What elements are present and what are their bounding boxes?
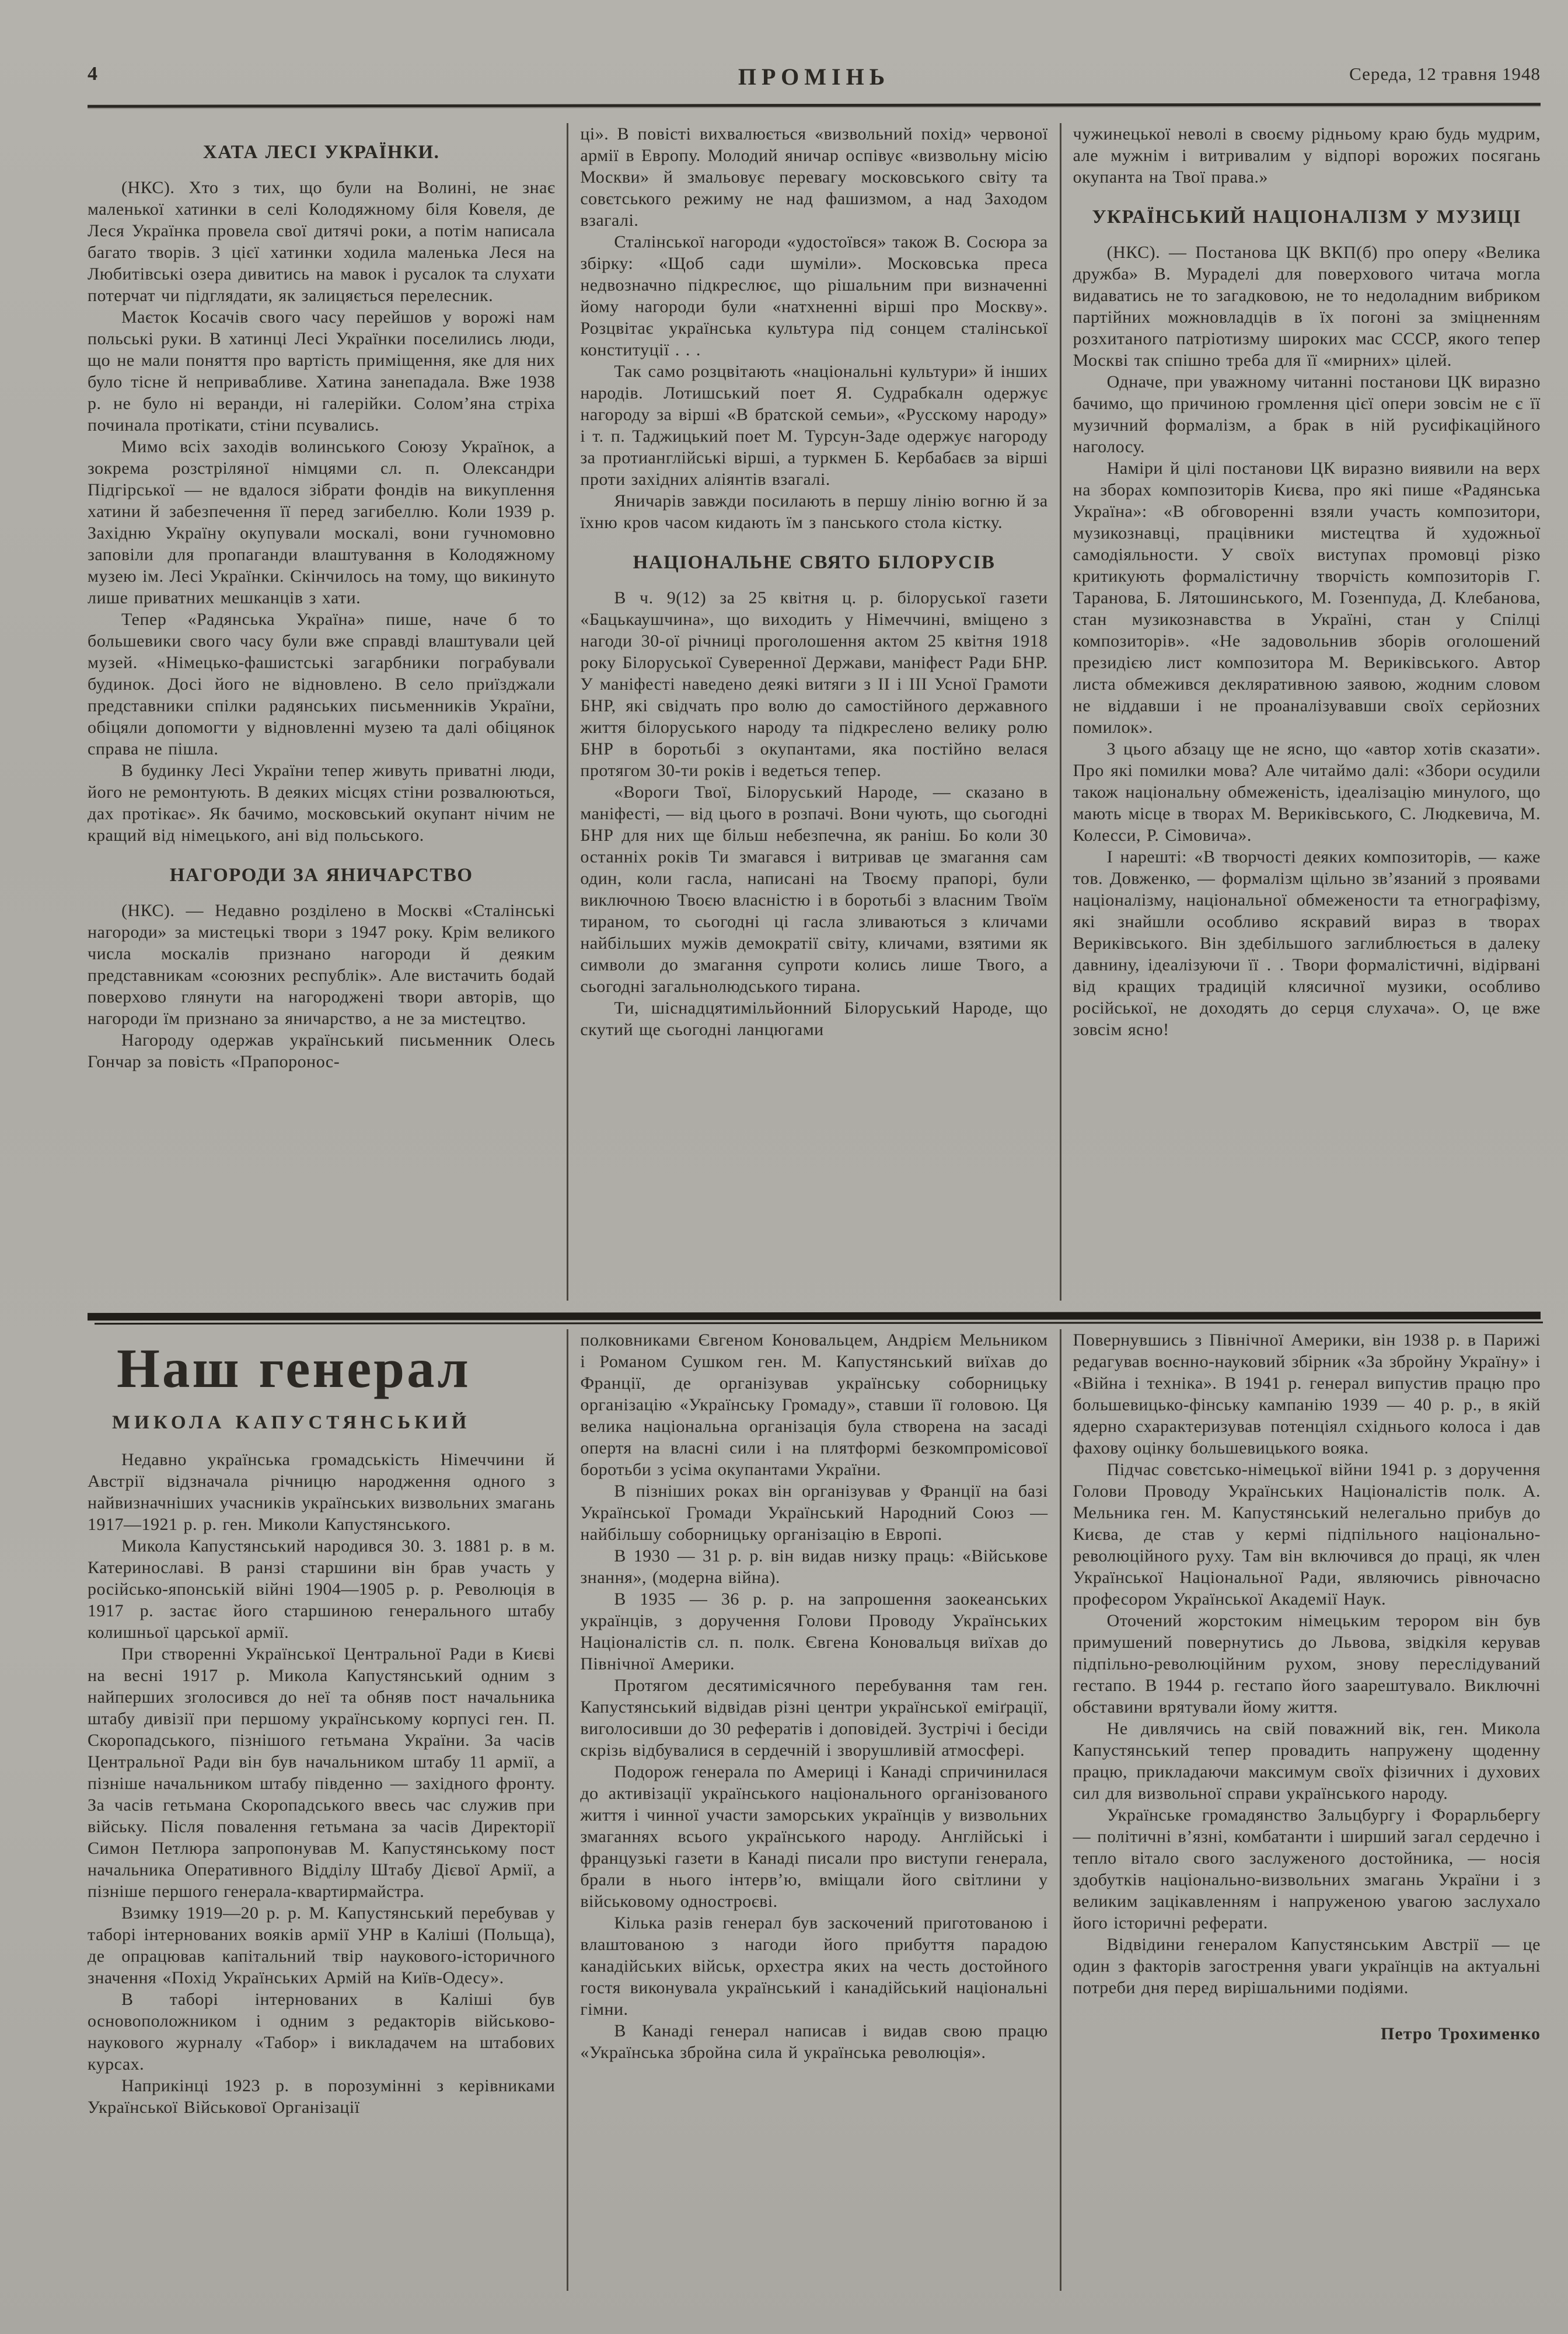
article-paragraph: Українське громадянство Зальцбургу і Форарльбергу — політичні в’язні, комбатанти і ширший загал сердечно і тепло вітало свого заслуженого достойника, — носія здобутків національно-визвольних змагань України і з великим зацікавленням і напруженою увагою заслухало його історичні реферати. — [1073, 1805, 1541, 1933]
article-paragraph: чужинецької неволі в своєму рідньому краю будь мудрим, але мужнім і витривалим у відпорі ворожих посягань окупанта на Твої права.» — [1073, 124, 1541, 187]
top-column-3 — [1060, 123, 1541, 1301]
article-paragraph: Наприкінці 1923 р. в порозумінні з керівниками Української Військової Організації — [88, 2076, 556, 2117]
article-paragraph: (НКС). — Постанова ЦК ВКП(б) про оперу «Велика дружба» В. Мураделі для поверхового читача могла видаватись не то загадковою, не то недоладним вибриком партійних можновладців в їх погоні за зміцненням розхитаного патріотизму широких мас СССР, якого тепер Москві так спішно треба для її «мирних» цілей. — [1073, 243, 1541, 370]
article-paragraph: В пізніших роках він організував у Франції на базі Української Громади Український Народний Союз — найбільшу соборницьку організацію в Европі. — [580, 1482, 1048, 1544]
article-paragraph: В ч. 9(12) за 25 квітня ц. р. білоруської газети «Бацькаушчина», що виходить у Німеччині, вміщено з нагоди 30-ої річниці проголошення актом 25 квітня 1918 року Білоруської Суверенної Держави, маніфест Ради БНР. У маніфесті наведено деякі витяги з II і III Усної Грамоти БНР, які свідчать про волю до самостійного державного життя білоруського народу та підкреслено велику ролю БНР в боротьбі з окупантами, яка постійно велася протягом 30-ти років і ведеться тепер. — [580, 588, 1048, 780]
article-paragraph: Яничарів завжди посилають в першу лінію вогню й за їхню кров часом кидають їм з панського стола кістку. — [580, 491, 1048, 532]
article-paragraph: З цього абзацу ще не ясно, що «автор хотів сказати». Про які помилки мова? Але читаймо далі: «Збори осудили також національну обмеженість, ідеалізацію минулого, що мають місце в творах М. Вериківського, С. Людкевича, М. Колесси, Р. Сімовича». — [1073, 739, 1541, 845]
feature-column-1-text — [88, 1449, 555, 2118]
article-paragraph: Повернувшись з Північної Америки, він 1938 р. в Парижі редагував воєнно-науковий збірник «За збройну Україну» і «Війна і техніка». В 1941 р. генерал випустив працю про большевицько-фінську кампанію 1939 — 40 р. р., в якій ядерно схарактеризував потенціял східнього колоса і дав фахову оцінку большевицького вояка. — [1073, 1330, 1541, 1458]
article-paragraph: полковниками Євгеном Коновальцем, Андрієм Мельником і Романом Сушком ген. М. Капустянський виїхав до Франції, де організував українську соборницьку організацію «Українську Громаду», ставши її головою. Ця велика національна організація була створена на засаді опертя на власні сили і на плятформі безкомпромісової боротьби з усіма окупантами України. — [580, 1330, 1048, 1479]
article-paragraph: В 1935 — 36 р. р. на запрошення заокеанських українців, з доручення Голови Проводу Українських Націоналістів сл. п. полк. Євгена Коновальця виїхав до Північної Америки. — [580, 1589, 1048, 1673]
article-paragraph: Взимку 1919—20 р. р. М. Капустянський перебував у таборі інтернованих вояків армії УНР в Каліші (Польща), де опрацював капітальний твір наукового-історичного значення «Похід Українських Армій на Київ-Одесу». — [88, 1903, 556, 1987]
top-column-1 — [88, 123, 567, 1301]
article-title: НАГОРОДИ ЗА ЯНИЧАРСТВО — [169, 865, 473, 886]
article-paragraph: (НКС). Хто з тих, що були на Волині, не знає маленької хатинки в селі Колодяжному біля Ковеля, де Леся Українка провела свої дитячі роки, а потім написала багато творів. З цієї хатинки ходила маленька Леся на Любитівські озера дивитись на мавок і русалок та слухати потерчат чи підглядати, як залицяється перелесник. — [88, 178, 556, 305]
issue-date: Середа, 12 травня 1948 — [1349, 64, 1541, 84]
article-paragraph: При створенні Української Центральної Ради в Києві на весні 1917 р. Микола Капустянський одним з найперших зголосився до неї та обняв пост начальника штабу дивізії при першому українському корпусі ген. П. Скоропадського, пізнішого гетьмана України. За часів Центральної Ради він був начальником штабу 11 армії, а пізніше начальником штабу південно — західного фронту. За часів гетьмана Скоропадського ввесь час служив при війську. Після повалення гетьмана за часів Директорії Симон Петлюра запропонував М. Капустянському пост начальника Оперативного Відділу Штабу Дієвої Армії, а пізніше першого генерала-квартирмайстра. — [88, 1644, 556, 1901]
article-paragraph: Відвідини генералом Капустянським Австрії — це один з факторів загострення уваги українців на актуальні потреби дня перед вирішальними подіями. — [1073, 1935, 1541, 1997]
page-number: 4 — [88, 63, 98, 85]
article-paragraph: І нарешті: «В творчості деяких композиторів, — каже тов. Довженко, — формалізм щільно зв’язаний з проявами націоналізму, національної обмежености та етнографізму, які знайшли особливо яскравий вираз в творах Вериківського. Він здебільшого заглиблюється в далеку давнину, ідеалізуючи її . . Твори формалістичні, відірвані від кращих традицій клясичної музики, особливо російської, не доходять до серця слухача». О, це вже зовсім ясно! — [1073, 847, 1541, 1039]
article-paragraph: Наміри й цілі постанови ЦК виразно виявили на верх на зборах композиторів Києва, про які пише «Радянська Україна»: «В обговоренні взяли участь композитори, музикознавці, працівники мистецтва й художньої самодіяльности. У своїх виступах промовці різко критикують формалістичну творчість композиторів Г. Таранова, Б. Лятошинського, М. Гозенпуда, Д. Клебанова, стан музикознавства в Україні, стан у Спілці композиторів». «Не задовольнив зборів оголошений президією лист композитора М. Вериківського. Автор листа обмежився декляративною заявою, жодним словом не віддавши і не проаналізувавши своїх серйозних помилок». — [1073, 459, 1541, 737]
header-rule — [88, 103, 1541, 107]
feature-title: Наш генерал — [117, 1337, 471, 1399]
feature-columns — [88, 1329, 1541, 2291]
article-paragraph: «Вороги Твої, Білоруський Народе, — сказано в маніфесті, — від цього в розпачі. Вони чують, що сьогодні БНР для них ще більш небезпечна, як раніш. Бо коли 30 останніх років Ти змагався і витривав це змагання сам один, коли гасла, написані на Твоєму прапорі, були виключною Твоєю власністю і в боротьбі з власним Твоїм тираном, то сьогодні ці гасла зливаються з кличами найбільших мужів демократії світу, кличами, взятими як символи до змагання супроти колись лише Твого, а сьогодні загальнолюдського тирана. — [580, 782, 1048, 996]
article-paragraph: Тепер «Радянська Україна» пише, наче б то большевики свого часу були вже справді влаштували цей музей. «Німецько-фашистські загарбники пограбували будинок. Досі його не відновлено. В село приїзджали представники спілки радянських письменників України, обіцяли допомогти у відновленні музею та далі обіцянок справа не пішла. — [88, 610, 556, 759]
feature-column-2 — [567, 1329, 1059, 2291]
article-paragraph: ці». В повісті вихвалюється «визвольний похід» червоної армії в Европу. Молодий яничар оспівує «визвольну місію Москви» й змальовує перевагу московського світу та совєтського режиму не над фашизмом, а над Заходом взагалі. — [580, 124, 1048, 230]
article-paragraph: Оточений жорстоким німецьким терором він був примушений повернутись до Львова, звідкіля керував підпільно-революційним рухом, знову переслідуваний гестапо. В 1944 р. гестапо його заарештувало. Виключні обставини врятували йому життя. — [1073, 1611, 1541, 1717]
feature-byline: МИКОЛА КАПУСТЯНСЬКИЙ — [112, 1412, 471, 1433]
masthead: ПРОМІНЬ — [738, 64, 890, 90]
article-paragraph: Кілька разів генерал був заскочений приготованою і влаштованою з нагоди його прибуття парадою канадійських військ, орхестра яких на честь достойного гостя виконувала український і канадійський національні гімни. — [580, 1913, 1048, 2019]
article-paragraph: Микола Капустянський народився 30. 3. 1881 р. в м. Катеринославі. В ранзі старшини він брав участь у російсько-японській війні 1904—1905 р. р. Революція в 1917 р. застає його старшиною генерального штабу колишньої царської армії. — [88, 1536, 556, 1642]
top-column-2 — [567, 123, 1059, 1301]
article-paragraph: Протягом десятимісячного перебування там ген. Капустянський відвідав різні центри української еміґрації, виголосивши до 30 рефератів і доповідей. Зустрічі і бесіди скрізь відбувалися в сердечній і зворушливій атмосфері. — [580, 1676, 1048, 1760]
article-paragraph: В будинку Лесі України тепер живуть приватні люди, його не ремонтують. В деяких місцях стіни розвалюються, дах протікає». Як бачимо, московський окупант нічим не кращий від німецького, ані від польського. — [88, 761, 556, 845]
article-paragraph: Маєток Косачів свого часу перейшов у ворожі нам польські руки. В хатинці Лесі Українки поселились люди, що не мали поняття про вартість приміщення, яке для них було тісне й непривабливе. Хатина занепадала. Вже 1938 р. не було ні веранди, ні галерійки. Солом’яна стріха починала протікати, стіни псувались. — [88, 308, 556, 435]
article-paragraph: В таборі інтернованих в Каліші був основоположником і одним з редакторів військово-наукового журналу «Табор» і викладачем на штабових курсах. — [88, 1990, 556, 2074]
article-paragraph: Підчас совєтсько-німецької війни 1941 р. з доручення Голови Проводу Українських Націоналістів полк. А. Мельника ген. М. Капустянський нелегально прибув до Києва, де став у кермі підпільного національно-революційного руху. Там він включився до праці, як член Української Національної Ради, являючись рівночасно професором Української Академії Наук. — [1073, 1460, 1541, 1609]
page-header — [88, 63, 1541, 95]
article-title: ХАТА ЛЕСІ УКРАЇНКИ. — [202, 142, 440, 163]
section-divider — [88, 1312, 1541, 1320]
article-paragraph: Мимо всіх заходів волинського Союзу Українок, а зокрема розстріляної німцями сл. п. Олександри Підгірської — не вдалося зібрати фондів на викуплення хатини й забезпечення її перед загибеллю. Коли 1939 р. Західню Україну окупували москалі, вони гучномовно заповіли для пропаганди влаштування в Колодяжному музею ім. Лесі Українки. Скінчилось на тому, що викинуто лише приватних мешканців з хати. — [88, 437, 556, 607]
article-paragraph: Нагороду одержав український письменник Олесь Гончар за повість «Прапоронос- — [88, 1030, 556, 1071]
article-paragraph: В Канаді генерал написав і видав свою працю «Українська збройна сила й українська революція». — [580, 2021, 1048, 2062]
article-paragraph: Сталінської нагороди «удостоївся» також В. Сосюра за збірку: «Щоб сади шуміли». Московська преса недвозначно підкреслює, що рішальним при визначенні йому нагороди були «натхненні вірші про Москву». Розцвітає українська культура під сонцем сталінської конституції . . . — [580, 232, 1048, 359]
article-paragraph: Одначе, при уважному читанні постанови ЦК виразно бачимо, що причиною громлення цієї опери зовсім не є її музичний формалізм, а брак в ній русифікаційного наголосу. — [1073, 372, 1541, 456]
article-title: НАЦІОНАЛЬНЕ СВЯТО БІЛОРУСІВ — [633, 552, 996, 573]
article-paragraph: Не дивлячись на свій поважний вік, ген. Микола Капустянський тепер провадить напружену щоденну працю, прикладаючи максимум своїх фізичних і духових сил для визвольної справи українського народу. — [1073, 1719, 1541, 1803]
feature-column-1 — [88, 1329, 567, 2291]
top-section — [88, 123, 1541, 1301]
article-paragraph: Недавно українська громадськість Німеччини й Австрії відзначала річницю народження одного з найвизначніших учасників українських визвольних змагань 1917—1921 р. р. ген. Миколи Капустянського. — [88, 1450, 556, 1534]
article-paragraph: (НКС). — Недавно розділено в Москві «Сталінські нагороди» за мистецькі твори з 1947 року. Крім великого числа москалів признано нагороди й деяким представникам «союзних республік». Але вистачить бодай поверхово глянути на нагороджені твори авторів, що нагороди їм признано за яничарство, а не за мистецтво. — [88, 901, 556, 1028]
article-paragraph: Так само розцвітають «національні культури» й інших народів. Лотишський поет Я. Судрабкалн одержує нагороду за вірші «В братской семьи», «Русскому народу» і т. п. Таджицький поет М. Турсун-Заде одержує нагороду за протианглійські вірші, а туркмен Б. Кербабаєв за вірші проти західних аліянтів взагалі. — [580, 362, 1048, 489]
signature: Петро Трохименко — [1381, 2024, 1541, 2043]
article-paragraph: Подорож генерала по Америці і Канаді спричинилася до активізації українського національного організованого життя і чинної участи заморських українців у визвольних змаганнях всього українського народу. Англійські і французькі газети в Канаді писали про виступи генерала, брали в нього інтерв’ю, вміщали його світлини у військовому одностроєві. — [580, 1762, 1048, 1911]
article-paragraph: Ти, шіснадцятимільйонний Білоруський Народе, що скутий ще сьогодні ланцюгами — [580, 998, 1048, 1039]
article-paragraph: В 1930 — 31 р. р. він видав низку праць: «Військове знання», (модерна війна). — [580, 1546, 1048, 1587]
article-title: УКРАЇНСЬКИЙ НАЦІОНАЛІЗМ У МУЗИЦІ — [1092, 207, 1522, 228]
feature-column-3 — [1060, 1329, 1541, 2291]
feature-article — [88, 1329, 1541, 2291]
